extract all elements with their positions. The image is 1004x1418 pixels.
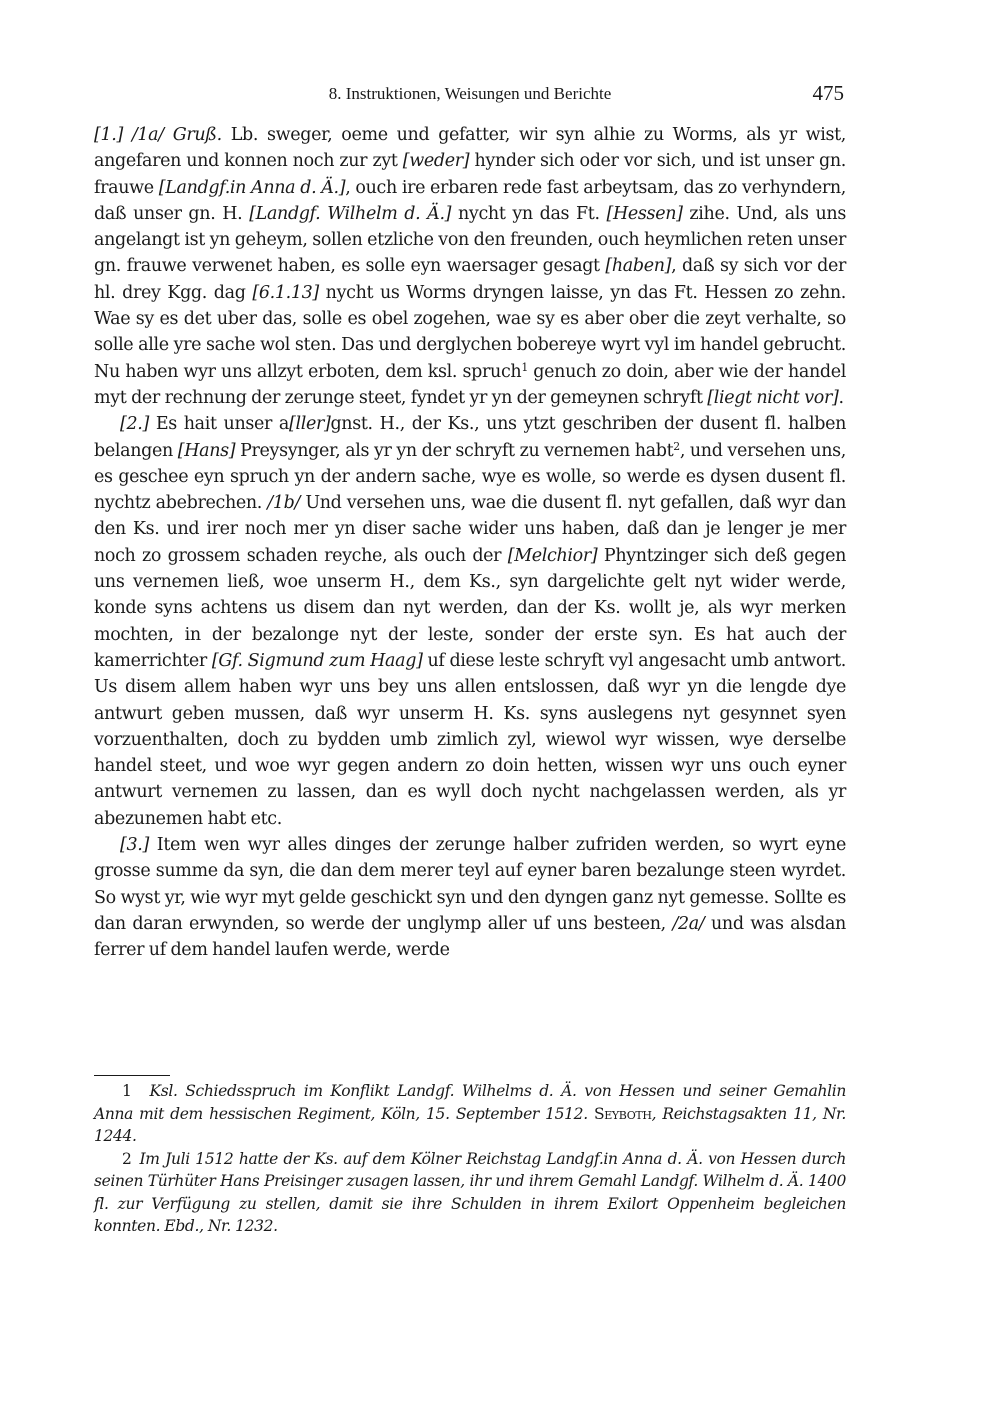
paragraph-1: [94, 122, 846, 411]
editorial-insertion: [Hans]: [177, 440, 236, 461]
editorial-insertion: [Hessen]: [606, 203, 683, 224]
text-run: nycht us Worms dryngen laisse, yn das Ft. Hessen zo zehn. Wae sy es det uber das, solle es obel zogehen, wae sy es aber ober die zeyt verhalte, so solle alle yre sache wol sten. Das und derglychen bobereye wyrt vyl im handel gebrucht. Nu haben wyr uns allzyt erboten, dem ksl. spruch: [94, 282, 847, 382]
editorial-insertion: [weder]: [402, 151, 470, 172]
footnote-text: , Reichstagsakten 11, Nr. 1244.: [94, 1104, 846, 1145]
text-run: genuch zo doin, aber wie der handel myt der rechnung der zerunge steet, fyndet yr yn der gemeynen schryft: [94, 361, 846, 408]
paragraph-3: [94, 832, 846, 963]
page-number: 475: [812, 81, 844, 105]
footnote-reference[interactable]: 2: [673, 439, 680, 453]
footnote-number: 1: [122, 1082, 132, 1100]
editorial-insertion: [liegt nicht vor]: [707, 387, 839, 408]
text-run: gnst. H., der Ks., uns ytzt geschriben der dusent fl. halben belangen: [94, 414, 846, 461]
footnote-1: [94, 1080, 846, 1148]
text-run: Und versehen uns, wae die dusent fl. nyt gefallen, daß wyr dan den Ks. und irer noch mer yn diser sache wider uns haben, daß dan je lenger je mer noch zo grossem schaden reyche, als ouch der: [94, 493, 846, 566]
footnote-text: Ksl. Schiedsspruch im Konflikt Landgf. Wilhelms d. Ä. von Hessen und seiner Gemahlin Anna mit dem hessischen Regiment, Köln, 15. September 1512.: [94, 1082, 846, 1123]
editorial-insertion: [Gf. Sigmund zum Haag]: [211, 650, 423, 671]
footnote-number: 2: [122, 1149, 132, 1168]
text-run: Preysynger, als yr yn der schryft zu vernemen habt: [235, 440, 674, 461]
editorial-insertion: [Melchior]: [507, 545, 598, 566]
text-run: und was alsdan ferrer uf dem handel laufen werde, werde: [94, 913, 846, 961]
footnotes: [94, 1080, 846, 1238]
editorial-insertion: [Landgf.in Anna d. Ä.]: [158, 177, 346, 198]
footnote-reference[interactable]: 1: [521, 360, 528, 374]
text-run: , ouch ire erbaren rede fast arbeytsam, das zo verhyndern, daß unser gn. H.: [94, 177, 846, 224]
editorial-insertion: [haben]: [605, 256, 672, 277]
paragraph-2: [94, 411, 846, 832]
body-text: [94, 122, 846, 964]
editorial-insertion: [3.]: [120, 835, 149, 856]
footnote-text: Im Juli 1512 hatte der Ks. auf dem Kölner Reichstag Landgf.in Anna d. Ä. von Hessen durch seinen Türhüter Hans Preisinger zusagen lassen, ihr und ihrem Gemahl Landgf. Wilhelm d. Ä. 1400 fl. zur Verfügung zu stellen, damit sie ihre Schulden in ihrem Exilort Oppenheim begleichen konnten. Ebd., Nr. 1232.: [94, 1149, 846, 1235]
editorial-insertion: [2.]: [120, 414, 149, 435]
footnote-separator: [94, 1075, 170, 1076]
text-run: Phyntzinger sich deß gegen uns vernemen ließ, woe unserm H., dem Ks., syn dargelichte gelt nyt wider werde, konde syns achtens us disem dan nyt werden, dan der Ks. wollt je, als wyr merken mochten, in der bezalonge nyt der leste, sonder der erste syn. Es hat auch der kamerrichter: [94, 545, 846, 671]
editorial-insertion: [Landgf. Wilhelm d. Ä.]: [249, 203, 452, 224]
running-title: 8. Instruktionen, Weisungen und Berichte: [328, 84, 612, 103]
text-run: Lb. sweger, oeme und gefatter, wir syn alhie zu Worms, als yr wist, angefaren und konnen noch zur zyt: [94, 125, 847, 172]
text-run: Item wen wyr alles dinges der zerunge halber zufriden werden, so wyrt eyne grosse summe da syn, die dan dem merer teyl auf eyner baren bezalunge steen wyrdet. So wyst yr, wie wyr myt gelde geschickt syn und den dyngen ganz nyt gemesse. Sollte es dan daran erwynden, so werde der unglymp aller uf uns besteen,: [94, 835, 846, 934]
text-run: , und versehen uns, es geschee eyn spruch yn der andern sache, wye es wolle, so werde es dysen dusent fl. nychtz abebrechen.: [94, 440, 846, 514]
text-run: nycht yn das Ft.: [451, 203, 607, 224]
text-run: hynder sich oder vor sich, und ist unser gn. frauwe: [94, 151, 846, 198]
running-header: [94, 82, 846, 106]
text-run: zihe. Und, als uns angelangt ist yn geheym, sollen etzliche von den freunden, ouch heymlichen reten unser gn. frauwe verwenet haben, es solle eyn waersager gesagt: [94, 203, 846, 277]
author-name: Seyboth: [593, 1104, 652, 1123]
text-run: uf diese leste schryft vyl angesacht umb antwort. Us disem allem haben wyr uns bey uns allen entslossen, daß wyr yn die lengde dye antwurt geben mussen, daß wyr unserm H. Ks. syns auslegens nyt gesynnet syen vorzuenthalten, doch zu bydden umb zimlich zyl, wiewol wyr wissen, wye derselbe handel steet, und woe wyr gegen andern zo doin hetten, wissen wyr uns ouch eyner antwurt vernemen zu lassen, dan es wyll doch nycht nachgelassen werden, als yr abezunemen habt etc.: [94, 650, 847, 829]
text-run: , daß sy sich vor der hl. drey Kgg. dag: [94, 256, 846, 303]
text-run: Es hait unser a: [148, 414, 289, 435]
text-run: .: [838, 387, 844, 408]
footnote-2: [94, 1148, 846, 1238]
editorial-insertion: [1.] /1a/ Gruß.: [94, 125, 222, 145]
editorial-insertion: [6.1.13]: [252, 282, 319, 303]
folio-marker: /2a/: [672, 913, 705, 934]
folio-marker: /1b/: [267, 493, 301, 514]
editorial-insertion: [ller]: [288, 414, 331, 435]
